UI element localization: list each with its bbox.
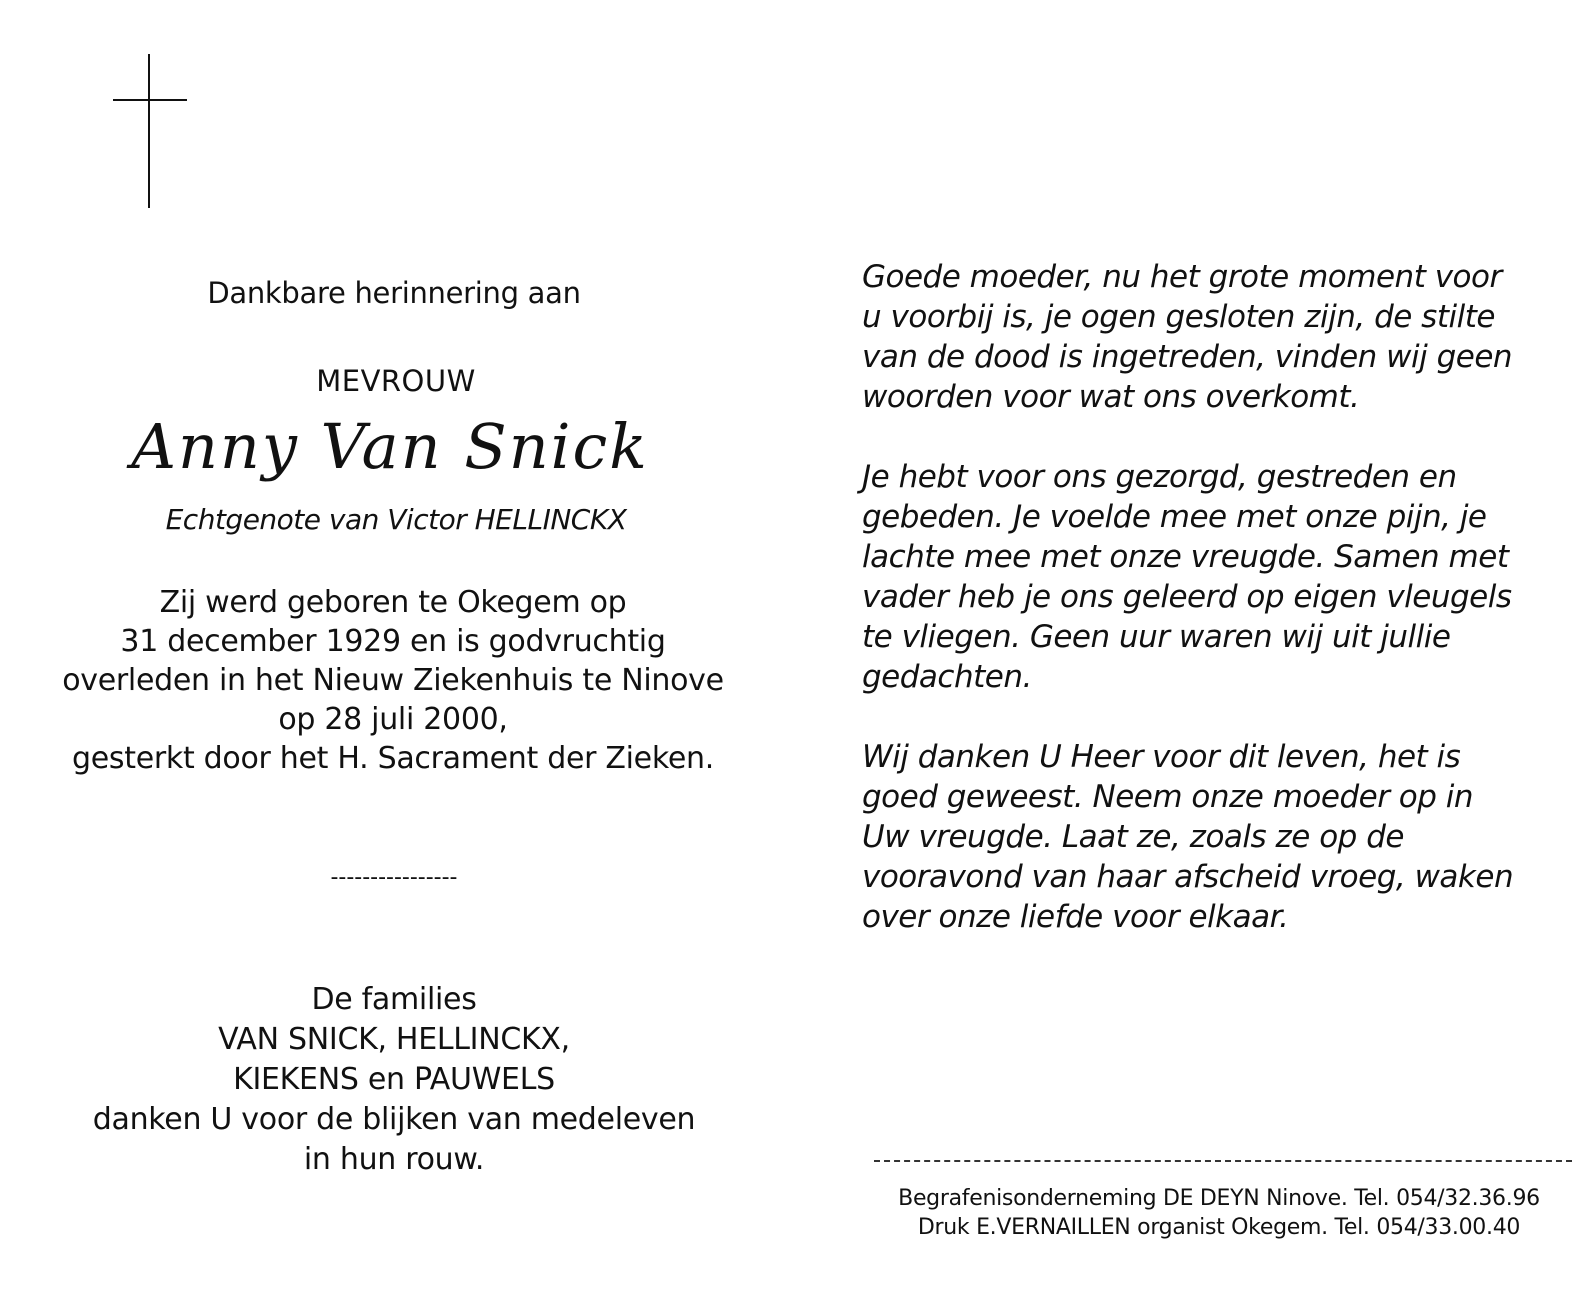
printer-credit: Druk E.VERNAILLEN organist Okegem. Tel. 054/33.00.40 [917,1215,1521,1240]
poem-line: Uw vreugde. Laat ze, zoals ze op de [862,819,1404,855]
title-text: MEVROUW [316,364,476,398]
intro-text: Dankbare herinnering aan [207,276,581,310]
poem-line: Je hebt voor ons gezorgd, gestreden en [862,459,1457,495]
spouse-text: Echtgenote van Victor HELLINCKX [165,503,627,536]
cross-icon [113,54,187,208]
printer-credits [866,1184,1572,1242]
separator: ---------------- [330,865,458,890]
poem-stanza-3 [862,737,1572,937]
bio-line: 31 december 1929 en is godvruchtig [120,624,666,659]
families-line: in hun rouw. [303,1142,485,1177]
footer-divider [874,1160,1572,1162]
deceased-name: Anny Van Snick [131,410,649,483]
poem-line: woorden voor wat ons overkomt. [862,379,1360,415]
bio-line: overleden in het Nieuw Ziekenhuis te Ninove [62,663,724,698]
families-line: De families [311,982,477,1017]
funeral-home-credit: Begrafenisonderneming DE DEYN Ninove. Tel. 054/32.36.96 [898,1186,1540,1211]
poem-line: vader heb je ons geleerd op eigen vleugels [862,579,1512,615]
bio-line: gesterkt door het H. Sacrament der Zieken. [72,741,714,776]
poem-line: te vliegen. Geen uur waren wij uit jullie [862,619,1451,655]
families-line: KIEKENS en PAUWELS [233,1062,555,1097]
poem-line: vooravond van haar afscheid vroeg, waken [862,859,1514,895]
bio-line: Zij werd geboren te Okegem op [159,585,627,620]
poem [862,257,1572,977]
poem-line: goed geweest. Neem onze moeder op in [862,779,1474,815]
poem-line: Wij danken U Heer voor dit leven, het is [862,739,1461,775]
poem-stanza-1 [862,257,1572,417]
bio-line: op 28 juli 2000, [278,702,508,737]
poem-line: over onze liefde voor elkaar. [862,899,1289,935]
families-line: VAN SNICK, HELLINCKX, [218,1022,570,1057]
poem-stanza-2 [862,457,1572,697]
poem-line: gebeden. Je voelde mee met onze pijn, je [862,499,1487,535]
families-line: danken U voor de blijken van medeleven [92,1102,696,1137]
poem-line: gedachten. [862,659,1032,695]
poem-line: Goede moeder, nu het grote moment voor [862,259,1502,295]
poem-line: van de dood is ingetreden, vinden wij geen [862,339,1513,375]
biography [8,583,778,778]
poem-line: u voorbij is, je ogen gesloten zijn, de stilte [862,299,1495,335]
poem-line: lachte mee met onze vreugde. Samen met [862,539,1509,575]
families-thanks [14,980,774,1180]
